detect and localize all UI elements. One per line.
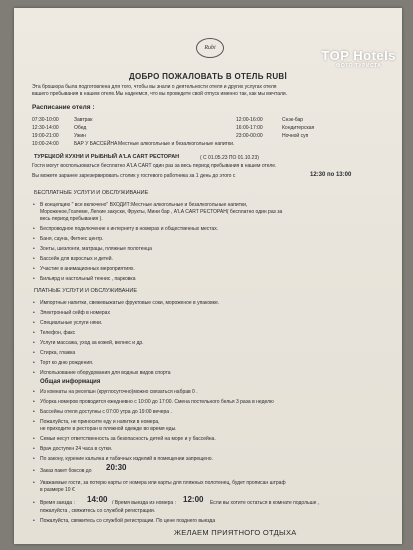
list-item: • Зонты, шезлонги, матрацы, пляжные полотенца <box>40 246 152 252</box>
schedule-time: 16:00-17:00 <box>236 125 263 131</box>
list-item: • Стирка, глажка <box>40 350 75 356</box>
restaurant-line: Гости могут воспользоваться бесплатно A'LA CART один раз за весь период пребывания в нашем отеле. <box>32 163 277 169</box>
card-penalty-line: • Уважаемые гости, за потерю карты от номера или карты для пляжных полотенец, будет прописан штраф <box>40 480 286 486</box>
restaurant-line: Вы можете заранее зарезервировать столик у гостевого работника за 1 день до этого с <box>32 173 236 179</box>
list-item: • Участие в анимационных мероприятиях. <box>40 266 135 272</box>
free-services-heading: БЕСПЛАТНЫЕ УСЛУГИ И ОБСЛУЖИВАНИЕ <box>34 190 149 196</box>
hotel-brochure-sheet <box>14 8 402 544</box>
card-penalty-amount: в размере 10 € <box>40 487 75 493</box>
list-item: • Импортные напитки, свежевыжатые фруктовые соки, мороженое в упаковке. <box>40 300 219 306</box>
schedule-time: 07:30-10:00 <box>32 117 59 123</box>
pool-bar-note: Местные алкогольные и безалкогольные напитки. <box>118 141 235 147</box>
paid-services-heading: ПЛАТНЫЕ УСЛУГИ И ОБСЛУЖИВАНИЕ <box>34 288 138 294</box>
checkout-note: Если вы хотите остаться в комнате подольше , <box>210 500 320 506</box>
schedule-label: Снэк-бар <box>282 117 304 123</box>
restaurant-hours: 12:30 по 13:00 <box>310 172 352 178</box>
list-item: • Беспроводное подключение к интернету в номерах и общественных местах. <box>40 226 218 232</box>
box-order-label: • Заказ пакет боксов до <box>40 468 92 474</box>
schedule-time: 12:30-14:00 <box>32 125 59 131</box>
list-item: • В концепцию " все включено" ВХОДИТ:Местные алкогольные и безалкогольные напитки, <box>40 202 247 208</box>
list-item: • Бассейны отеля доступны с 07:00 утра до 19:00 вечера . <box>40 409 172 415</box>
schedule-label: Ужин <box>74 133 86 139</box>
list-item: • Телефон, факс <box>40 330 75 336</box>
list-item: • Из комнаты на ресепшн (круглосуточно)можно связаться набрав 0 . <box>40 389 198 395</box>
list-item: • Бильярд и настольный теннис , парковка <box>40 276 136 282</box>
schedule-label: Обед <box>74 125 87 131</box>
general-info-heading: Общая информация <box>40 379 101 385</box>
restaurant-heading: ТУРЕЦКОЙ КУХНИ И РЫБНЫЙ А'LA CART РЕСТОРАН <box>34 154 180 160</box>
list-item: • Пожалуйста, не приносите еду и напитки в номера, <box>40 419 160 425</box>
checkin-time: 14:00 <box>87 495 108 504</box>
schedule-heading: Расписание отеля : <box>32 104 95 111</box>
box-order-time: 20:30 <box>106 463 127 472</box>
restaurant-period: ( С 01.05.23 ПО 01.10.23) <box>200 155 259 161</box>
list-item: • Использование оборудования для водных видов спорта <box>40 370 171 376</box>
list-item: • Баня, сауна, Фитнес центр. <box>40 236 103 242</box>
list-item: • Специальные услуги няни. <box>40 320 102 326</box>
intro-line: вашего пребывания в нашем отеле.Мы надеемся, что вы проведете свой отпуск именно так, как мы мечтали. <box>32 91 288 97</box>
hotel-logo: Rubi <box>196 38 224 58</box>
list-item: • Бассейн для взрослых и детей. <box>40 256 113 262</box>
list-item: • Семьи несут ответственность за безопасность детей на море и у бассейна. <box>40 436 216 442</box>
list-item: • Врач доступен 24 часа в сутки. <box>40 446 112 452</box>
late-checkout-line: • Пожалуйста, свяжитесь со службой регистрации. По цене позднего выезда <box>40 518 215 524</box>
list-item: • Электронный сейф в номерах <box>40 310 110 316</box>
tophotels-watermark <box>321 48 396 69</box>
watermark-sub: ФОТО ТУРИСТА <box>336 63 382 69</box>
checkout-label: / Время выезда из номера : <box>112 500 176 506</box>
farewell-text: ЖЕЛАЕМ ПРИЯТНОГО ОТДЫХА <box>174 528 297 537</box>
intro-line: Эта брошюра была подготовлена для того, чтобы вы знали о деятельности отеля и других услугах отеля <box>32 84 277 90</box>
list-item: Мороженое,Гозлеме, Легкие закуски, Фрукты, Мини бар , A'LA CART РЕСТОРАН( бесплатно один раз за <box>40 209 283 215</box>
list-item: • Торт ко дню рождения. <box>40 360 93 366</box>
schedule-time: 23:00-00:00 <box>236 133 263 139</box>
schedule-label: Кондитерская <box>282 125 315 131</box>
checkin-label: • Время заезда : <box>40 500 75 506</box>
list-item: • Уборка номеров проводится ежедневно с 10:00 до 17:00. Смена постельного белья 3 раза в неделю <box>40 399 274 405</box>
list-item: • Услуги массажа, уход за кожей, велнес и др. <box>40 340 144 346</box>
checkout-time: 12:00 <box>183 495 204 504</box>
watermark-main: TOP Hotels <box>321 48 396 63</box>
schedule-time: 10:00-24:00 <box>32 141 59 147</box>
checkout-note-2: пожалуйста , свяжитесь со службой регистрации. <box>40 508 156 514</box>
schedule-time: 12:00-16:00 <box>236 117 263 123</box>
brochure-title: ДОБРО ПОЖАЛОВАТЬ В ОТЕЛЬ RUBİ <box>128 72 288 81</box>
schedule-time: 19:00-21:00 <box>32 133 59 139</box>
list-item: весь период пребывания ). <box>40 216 103 222</box>
list-item: не приходите в ресторан в пляжной одежде во время еды. <box>40 426 177 432</box>
list-item: • По закону, курение кальяна и табачных изделий в помещении запрещено. <box>40 456 213 462</box>
schedule-label: Завтрак <box>74 117 93 123</box>
schedule-label: БАР У БАССЕЙНА <box>74 141 118 147</box>
schedule-label: Ночной суп <box>282 133 309 139</box>
